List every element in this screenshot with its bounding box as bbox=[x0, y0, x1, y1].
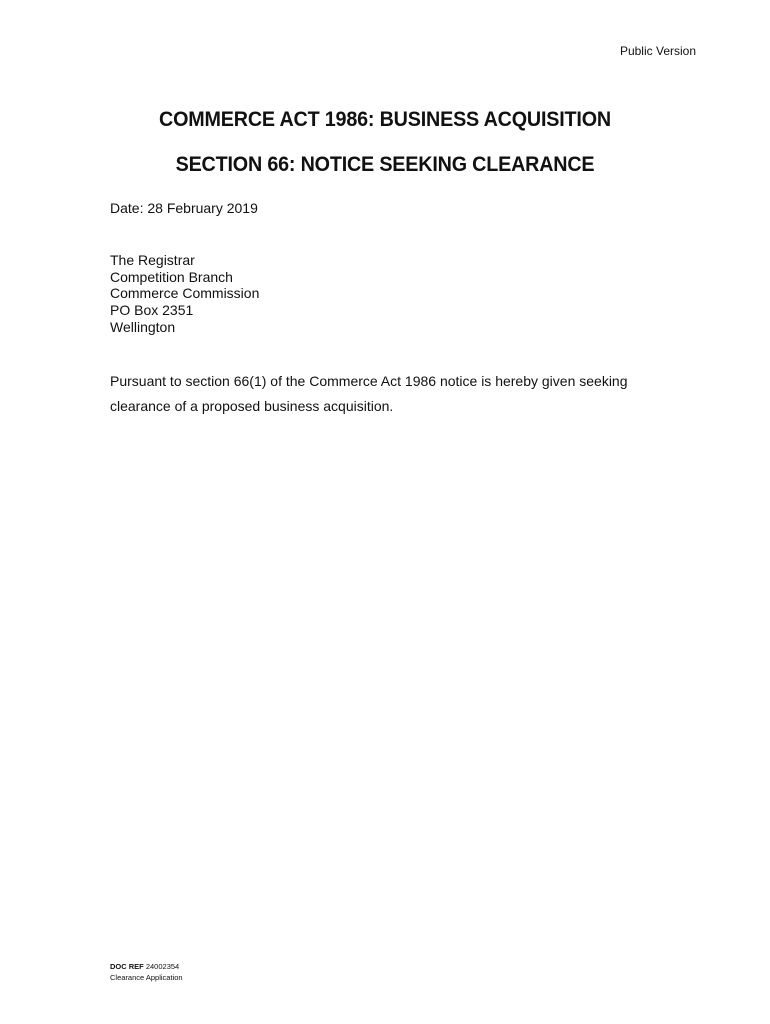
document-subtitle: SECTION 66: NOTICE SEEKING CLEARANCE bbox=[175, 153, 595, 176]
recipient-address bbox=[110, 252, 259, 336]
paragraph-line-1: Pursuant to section 66(1) of the Commerce Act 1986 notice is hereby given seeking bbox=[110, 373, 628, 389]
doc-title-footer: Clearance Application bbox=[110, 973, 183, 982]
address-line-po-box: PO Box 2351 bbox=[110, 302, 194, 319]
address-line-recipient: The Registrar bbox=[110, 252, 195, 268]
date-line: Date: 28 February 2019 bbox=[110, 200, 258, 216]
doc-ref-label: DOC REF bbox=[110, 962, 144, 971]
doc-ref-line bbox=[110, 961, 183, 972]
doc-ref-number: 24002354 bbox=[145, 962, 180, 971]
paragraph-line-2: clearance of a proposed business acquisition. bbox=[110, 398, 394, 414]
notice-paragraph bbox=[110, 369, 710, 419]
public-version-label: Public Version bbox=[619, 44, 696, 58]
address-line-city: Wellington bbox=[110, 318, 176, 335]
document-title: COMMERCE ACT 1986: BUSINESS ACQUISITION bbox=[159, 108, 611, 131]
address-line-organization: Commerce Commission bbox=[110, 285, 260, 302]
document-footer bbox=[110, 961, 183, 983]
address-line-branch: Competition Branch bbox=[110, 268, 233, 285]
